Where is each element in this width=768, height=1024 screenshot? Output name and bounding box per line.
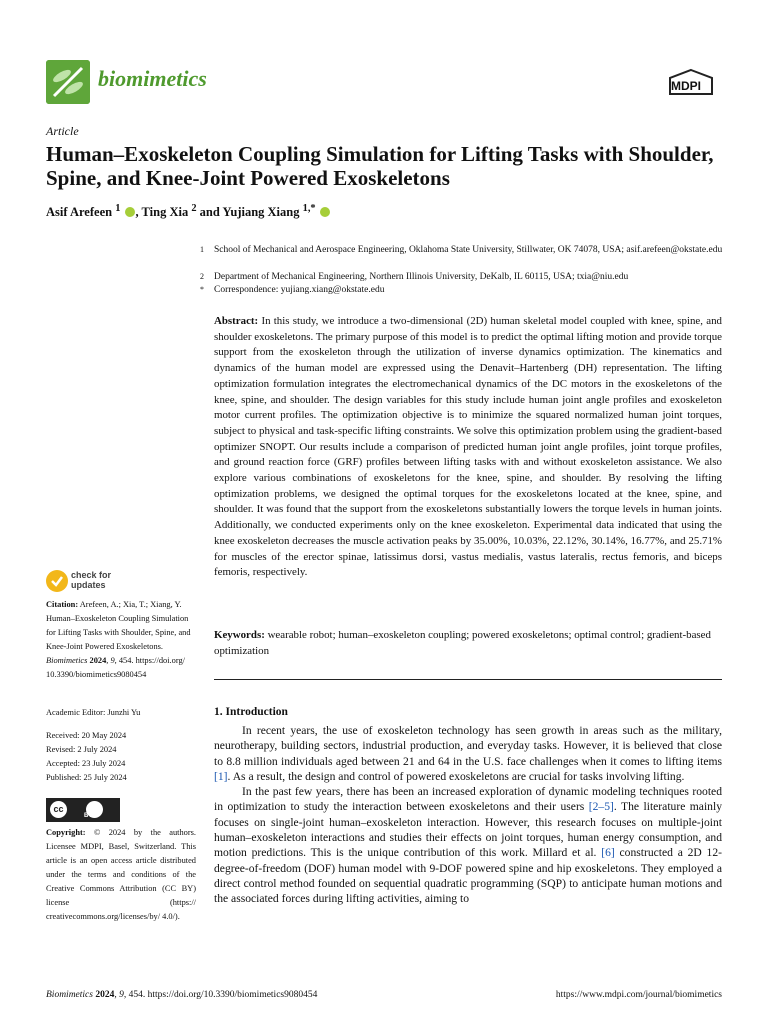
affiliation-2	[200, 271, 724, 283]
check-updates-label[interactable]	[71, 570, 111, 590]
check-updates-icon[interactable]	[46, 570, 68, 592]
correspondence	[200, 284, 724, 296]
keywords-label: Keywords:	[214, 629, 265, 641]
paragraph-2	[214, 784, 722, 906]
affiliation-number: 2	[200, 272, 204, 281]
affiliation-text[interactable]: Correspondence: yujiang.xiang@okstate.edu	[214, 285, 385, 295]
affiliation-text: Department of Mechanical Engineering, Northern Illinois University, DeKalb, IL 60115, USA; txia@niu.edu	[214, 272, 629, 282]
author-2-sup: 2	[191, 203, 197, 214]
divider	[214, 679, 722, 680]
academic-editor: Academic Editor: Junzhi Yu	[46, 708, 141, 717]
author-1[interactable]: Asif Arefeen	[46, 205, 113, 220]
date-published: Published: 25 July 2024	[46, 773, 127, 782]
author-2[interactable]: , Ting Xia	[135, 205, 189, 220]
date-revised: Revised: 2 July 2024	[46, 745, 117, 754]
footer-journal: Biomimetics	[46, 990, 93, 1000]
cc-icon: cc	[50, 801, 67, 818]
section-body	[214, 723, 722, 907]
mdpi-logo	[666, 68, 716, 98]
cc-by-label: BY	[84, 813, 93, 819]
author-3[interactable]: and Yujiang Xiang	[196, 205, 300, 220]
check-updates-line1: check for	[71, 570, 112, 580]
citation-link[interactable]: [1]	[214, 769, 228, 783]
citation-volume: 9	[110, 656, 115, 665]
citation-year: 2024	[89, 656, 107, 665]
date-received: Received: 20 May 2024	[46, 731, 127, 740]
paragraph-text: . The literature mainly focuses on single-joint human–exoskeleton interaction. However, this research focuses on multiple-joint human–exoskeleton interactions and studies their effects on joint torques, human energy consumption, and motion predictions. This is the unique contribution of this work. Millard et al.	[214, 800, 722, 860]
citation-journal: Biomimetics	[46, 656, 88, 665]
paragraph-text: . As a result, the design and control of powered exoskeletons are crucial for tasks involving lifting.	[227, 769, 685, 783]
footer-year: 2024	[95, 990, 115, 1000]
paragraph-text: constructed a 2D 12-degree-of-freedom (DOF) human model with 9-DOF powered spine and hip exoskeletons. They employed a direct control method founded on sequential quadratic programming (SQP) to anticipate human motions and the associated forces during lifting activities, aiming to	[214, 846, 722, 906]
cc-license-badge[interactable]	[46, 798, 120, 822]
dates-block	[46, 729, 196, 785]
paragraph-1	[214, 723, 722, 784]
article-type: Article	[46, 124, 79, 138]
footer-doi[interactable]: , 454. https://doi.org/10.3390/biomimetics9080454	[123, 990, 318, 1000]
citation-block: Citation: Arefeen, A.; Xia, T.; Xiang, Y. Human–Exoskeleton Coupling Simulation for Lifting Tasks with Shoulder, Spine, and Knee-Joint Powered Exoskeletons. Biomimetics 2024, 9, 454. https://doi.org/ 10.3390/biomimetics9080454	[46, 600, 191, 679]
keywords-text: wearable robot; human–exoskeleton coupling; powered exoskeletons; optimal control; gradient-based optimization	[214, 629, 711, 657]
author-list	[46, 203, 331, 220]
paragraph-text: In recent years, the use of exoskeleton technology has seen growth in areas such as the military, neurotherapy, building sectors, industrial production, and everyday tasks. However, it is believed that close to 8.8 million individuals aged between 21 and 64 in the U.S. face challenges when it comes to lifting items	[214, 724, 722, 768]
mdpi-label: MDPI	[671, 79, 701, 93]
orcid-icon[interactable]	[125, 207, 135, 217]
footer-url[interactable]: https://www.mdpi.com/journal/biomimetics	[555, 990, 722, 1000]
author-1-sup: 1	[115, 203, 121, 214]
journal-name: biomimetics	[98, 66, 207, 91]
footer-volume: 9	[119, 990, 124, 1000]
page-title: Human–Exoskeleton Coupling Simulation for Lifting Tasks with Shoulder, Spine, and Knee-Joint Powered Exoskeletons	[46, 142, 714, 190]
affiliation-number: *	[200, 285, 204, 294]
affiliation-1	[200, 244, 724, 256]
keywords	[214, 628, 722, 659]
date-accepted: Accepted: 23 July 2024	[46, 759, 126, 768]
affiliation-number: 1	[200, 245, 204, 254]
journal-logo	[46, 60, 90, 104]
citation-link[interactable]: [6]	[601, 846, 615, 860]
orcid-icon[interactable]	[320, 207, 330, 217]
dragonfly-icon	[46, 60, 90, 104]
citation-label: Citation:	[46, 600, 79, 609]
abstract-label: Abstract:	[214, 315, 259, 327]
affiliation-text: School of Mechanical and Aerospace Engineering, Oklahoma State University, Stillwater, OK 74078, USA; asif.arefeen@okstate.edu	[214, 245, 723, 255]
paragraph-text: In the past few years, there has been an increased exploration of dynamic modeling techniques rooted in optimization to study the interaction between exoskeletons and their users	[214, 785, 722, 814]
author-3-sup: 1,*	[302, 203, 316, 214]
copyright-label: Copyright:	[46, 828, 86, 837]
section-heading: 1. Introduction	[214, 706, 288, 718]
citation-doi[interactable]: , 454. https://doi.org/ 10.3390/biomimetics9080454	[46, 656, 185, 679]
abstract	[214, 314, 722, 581]
citation-link[interactable]: [2–5]	[588, 800, 614, 814]
citation-text: Arefeen, A.; Xia, T.; Xiang, Y. Human–Exoskeleton Coupling Simulation for Lifting Tasks with Shoulder, Spine, and Knee-Joint Powered Exoskeletons.	[46, 600, 191, 651]
copyright-text: © 2024 by the authors. Licensee MDPI, Basel, Switzerland. This article is an open access article distributed under the terms and conditions of the Creative Commons Attribution (CC BY) license (https:// creativecommons.org/licenses/by/ 4.0/).	[46, 828, 197, 921]
check-updates-line2: updates	[71, 580, 106, 590]
abstract-text: In this study, we introduce a two-dimensional (2D) human skeletal model coupled with knee, spine, and shoulder exoskeletons. The primary purpose of this model is to predict the optimal lifting motion and provide torque support from the exoskeleton through the utilization of inverse dynamics optimization. The kinematics and dynamics of the human model are expressed using the Denavit–Hartenberg (DH) representation. The lifting optimization formulation integrates the electromechanical dynamics of the DC motors in the exoskeletons of the knee, spine, and shoulder. The design variables for this study include human joint angle profiles and exoskeleton motor current profiles. The optimization objective is to minimize the squared normalized human joint torques, subject to physical and task-specific lifting constraints. We solve this optimization problem using the gradient-based optimizer SNOPT. Our results include a comparison of predicted human joint angle profiles, joint torque profiles, and ground reaction force (GRF) profiles between lifting tasks with and without exoskeleton assistance. We also explore various combinations of exoskeletons for the knee, spine, and shoulder. By resolving the lifting optimization problems, we designed the optimal torques for the exoskeletons located at the knee, spine, and shoulder. It was found that the support from the exoskeletons substantially lowers the torque levels in human joints. Additionally, we conducted experiments only on the knee exoskeleton. Experimental data indicated that using the knee exoskeleton decreases the muscle activation peaks by 35.00%, 10.03%, 22.12%, 30.14%, 16.77%, and 25.71% for muscles of the erector spinae, latissimus dorsi, vastus medialis, vastus lateralis, rectus femoris, and biceps femoris, respectively.	[214, 315, 722, 579]
footer-citation: Biomimetics 2024, 9, 454. https://doi.org/10.3390/biomimetics9080454	[46, 990, 318, 1000]
copyright-block	[46, 826, 196, 924]
